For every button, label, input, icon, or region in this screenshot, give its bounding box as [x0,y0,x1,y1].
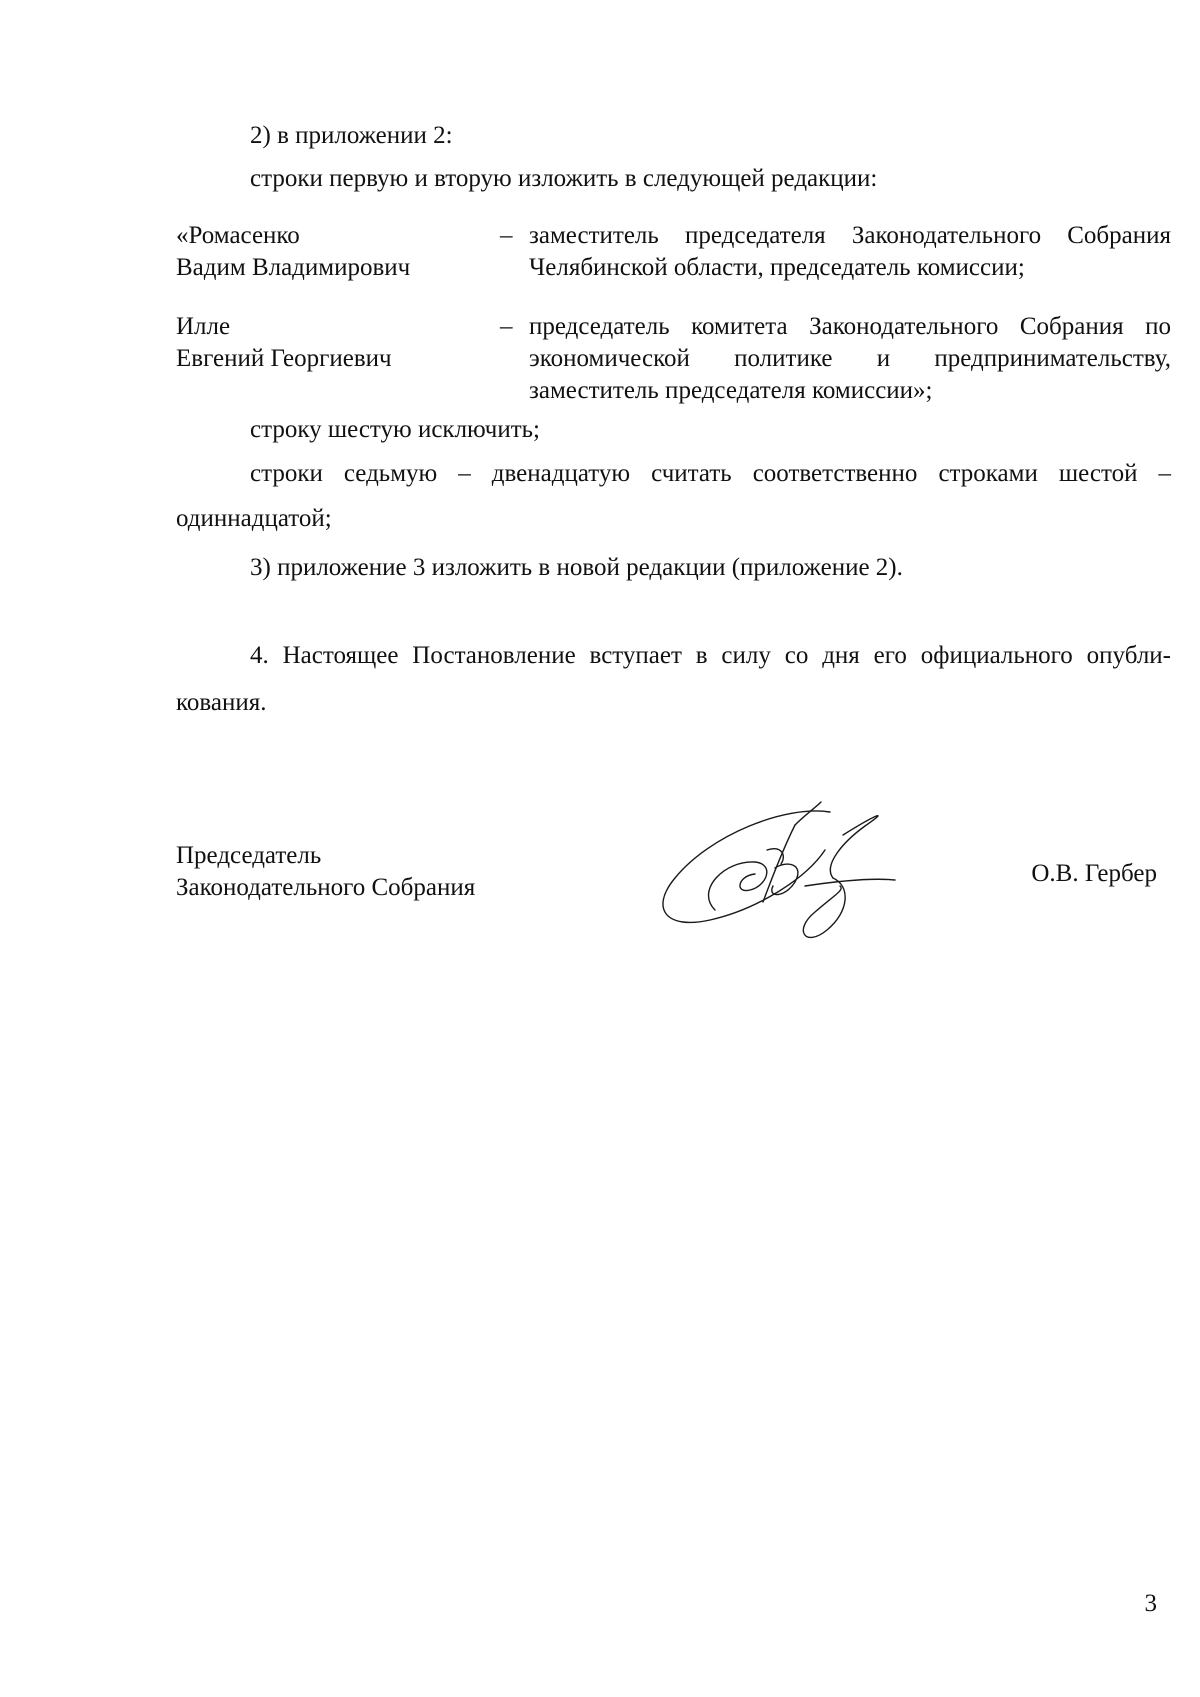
member-role: заместитель председателя Законодательного Собрания Челябинской области, председатель комиссии; [529,222,1171,281]
member-role: председатель комитета Законодательного Собрания по экономической политике и предпринимательству, заместитель председателя комиссии»; [529,313,1171,404]
item2-instruction: строки первую и вторую изложить в следующей редакции: [250,165,878,192]
page-number: 3 [1144,1590,1157,1617]
item3-text: 3) приложение 3 изложить в новой редакции (приложение 2). [250,554,903,581]
member-surname: Илле [176,313,231,340]
point4-text-line1: 4. Настоящее Постановление вступает в силу со дня его официального опубли- [250,642,1171,669]
member-dash: – [500,313,513,340]
point4-text-line2: кования. [176,689,267,716]
member-dash: – [500,222,513,249]
member-surname: «Ромасенко [176,222,300,249]
member-given-names: Вадим Владимирович [176,254,411,281]
signer-title-line2: Законодательного Собрания [176,874,476,901]
renumber-text-line2: одиннадцатой; [176,505,332,532]
signer-name: О.В. Гербер [1031,860,1157,887]
item2-heading: 2) в приложении 2: [250,122,453,149]
renumber-text-line1: строки седьмую – двенадцатую считать соответственно строками шестой – [250,460,1171,487]
member-given-names: Евгений Георгиевич [176,345,392,372]
row6-excluded-text: строку шестую исключить; [250,416,541,443]
signer-title-line1: Председатель [176,842,322,869]
handwritten-signature [655,790,925,950]
